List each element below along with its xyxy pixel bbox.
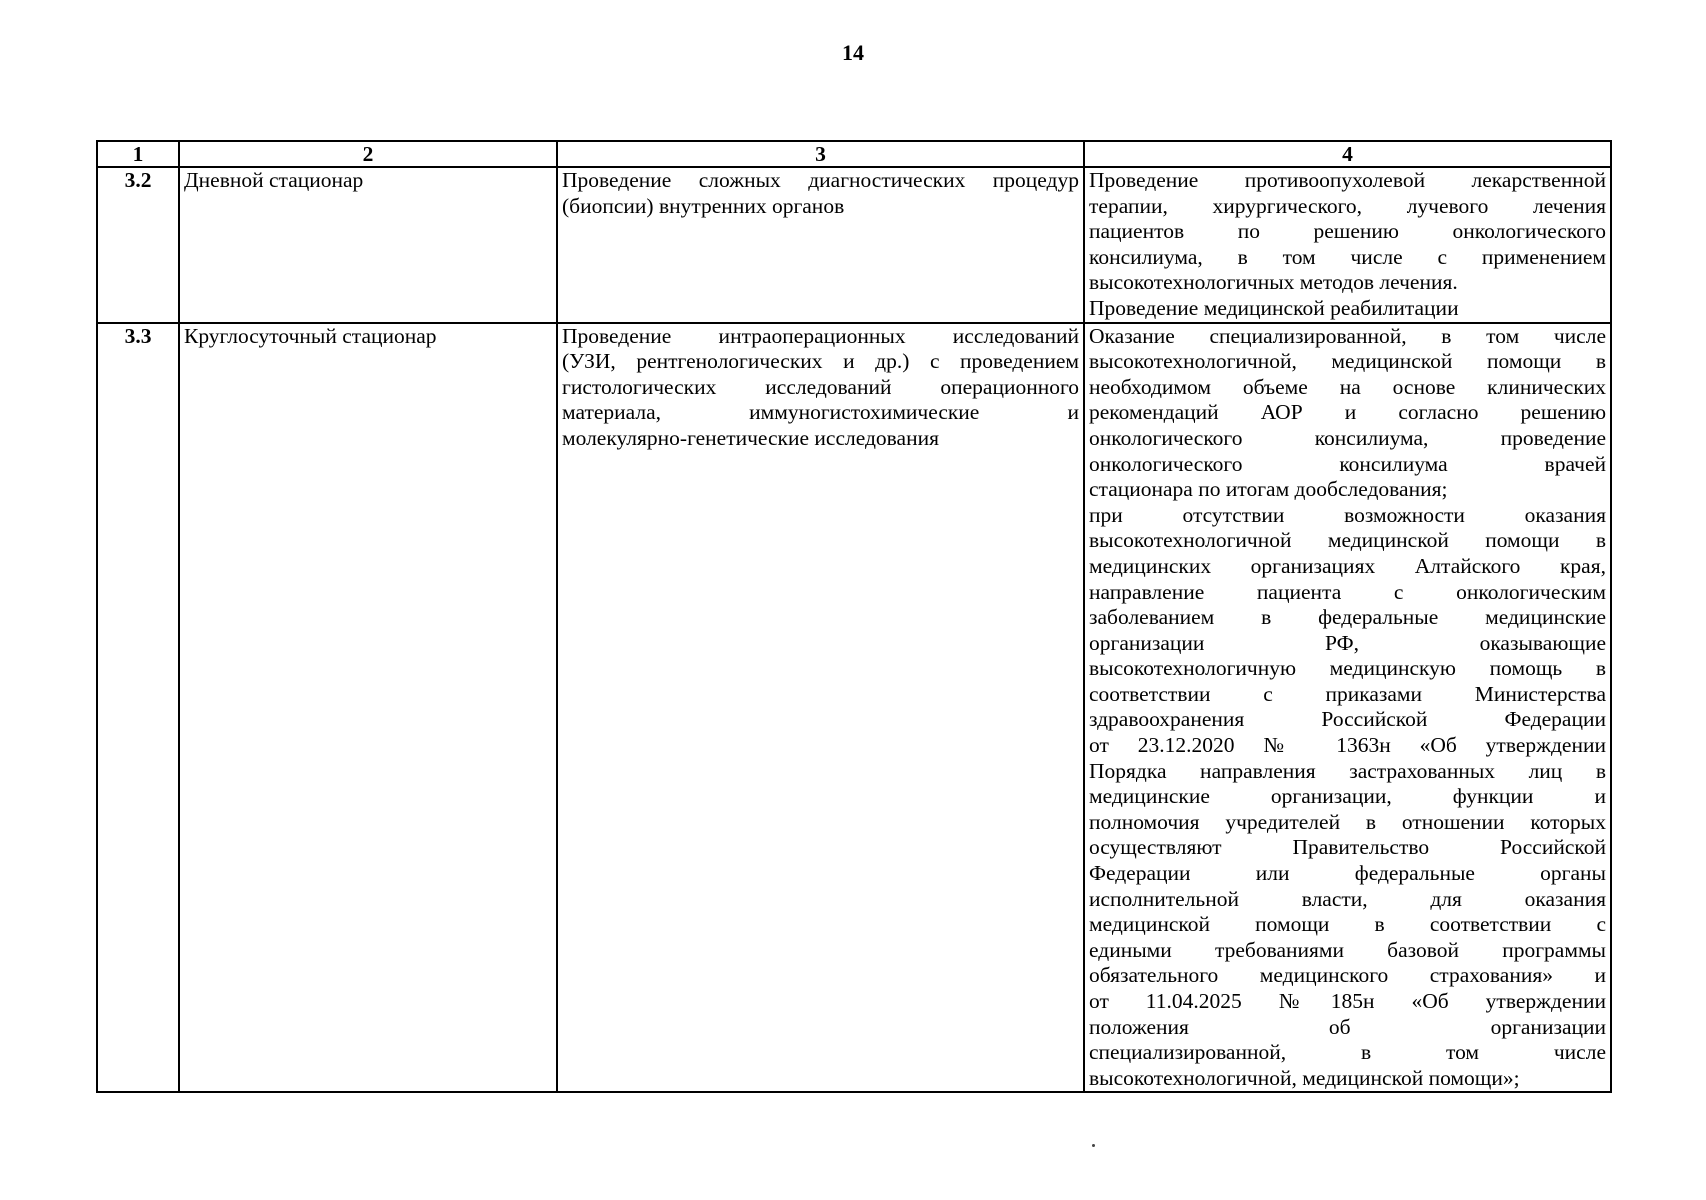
text-line: медицинские организации, функции и bbox=[1089, 784, 1606, 809]
text-line: Порядка направления застрахованных лиц в bbox=[1089, 758, 1606, 783]
row-diagnostics-text bbox=[557, 167, 1084, 323]
document-table bbox=[96, 140, 1612, 1093]
row-treatment-text bbox=[1084, 167, 1611, 323]
text-line: высокотехнологичных методов лечения. bbox=[1089, 270, 1458, 295]
page-number: 14 bbox=[842, 40, 864, 65]
text-line: высокотехнологичной, медицинской помощи»; bbox=[1089, 1065, 1520, 1090]
text-line: от 23.12.2020 № 1363н «Об утверждении bbox=[1089, 733, 1606, 758]
text-line: Федерации или федеральные органы bbox=[1089, 861, 1606, 886]
text-line: (биопсии) внутренних органов bbox=[562, 193, 845, 218]
text-line: высокотехнологичной, медицинской помощи в bbox=[1089, 349, 1606, 374]
row-title: Круглосуточный стационар bbox=[179, 323, 557, 1093]
text-line: осуществляют Правительство Российской bbox=[1089, 835, 1606, 860]
text-line: рекомендаций АОР и согласно решению bbox=[1089, 400, 1606, 425]
text-line: соответствии с приказами Министерства bbox=[1089, 681, 1606, 706]
text-line: стационара по итогам дообследования; bbox=[1089, 477, 1448, 502]
text-line: Проведение сложных диагностических процедур bbox=[562, 168, 1079, 192]
text-line: медицинской помощи в соответствии с bbox=[1089, 912, 1606, 937]
header-cell-2: 2 bbox=[179, 141, 557, 167]
header-cell-4: 4 bbox=[1084, 141, 1611, 167]
text-line: (УЗИ, рентгенологических и др.) с проведением bbox=[562, 349, 1079, 374]
text-line: высокотехнологичной медицинской помощи в bbox=[1089, 528, 1606, 553]
text-line: онкологического консилиума врачей bbox=[1089, 451, 1606, 476]
text-line: полномочия учредителей в отношении которых bbox=[1089, 809, 1606, 834]
text-line: молекулярно-генетические исследования bbox=[562, 425, 939, 450]
text-line: обязательного медицинского страхования» и bbox=[1089, 963, 1606, 988]
text-line: заболеванием в федеральные медицинские bbox=[1089, 605, 1606, 630]
table-row bbox=[97, 167, 1611, 323]
header-cell-1: 1 bbox=[97, 141, 179, 167]
text-line: положения об организации bbox=[1089, 1014, 1606, 1039]
text-line: медицинских организациях Алтайского края, bbox=[1089, 553, 1606, 578]
text-line: онкологического консилиума, проведение bbox=[1089, 425, 1606, 450]
row-treatment-text bbox=[1084, 323, 1611, 1093]
text-line: при отсутствии возможности оказания bbox=[1089, 502, 1606, 527]
row-number: 3.2 bbox=[97, 167, 179, 323]
text-line: направление пациента с онкологическим bbox=[1089, 579, 1606, 604]
text-line: пациентов по решению онкологического bbox=[1089, 219, 1606, 244]
header-cell-3: 3 bbox=[557, 141, 1084, 167]
table-header-row bbox=[97, 141, 1611, 167]
text-line: Проведение интраоперационных исследований bbox=[562, 323, 1079, 348]
text-line: материала, иммуногистохимические и bbox=[562, 400, 1079, 425]
text-line: необходимом объеме на основе клинических bbox=[1089, 374, 1606, 399]
text-line: консилиума, в том числе с применением bbox=[1089, 244, 1606, 269]
text-line: исполнительной власти, для оказания bbox=[1089, 886, 1606, 911]
text-line: терапии, хирургического, лучевого лечения bbox=[1089, 193, 1606, 218]
text-line: от 11.04.2025 №185н «Об утверждении bbox=[1089, 989, 1606, 1013]
text-line: едиными требованиями базовой программы bbox=[1089, 937, 1606, 962]
text-line: гистологических исследований операционного bbox=[562, 374, 1079, 399]
row-title: Дневной стационар bbox=[179, 167, 557, 323]
text-line: высокотехнологичную медицинскую помощь в bbox=[1089, 656, 1606, 681]
row-number: 3.3 bbox=[97, 323, 179, 1093]
text-line: Проведение медицинской реабилитации bbox=[1089, 295, 1459, 320]
scan-dot-mark bbox=[1092, 1144, 1095, 1147]
text-line: Оказание специализированной, в том числе bbox=[1089, 323, 1606, 348]
row-diagnostics-text bbox=[557, 323, 1084, 1093]
text-line: специализированной, в том числе bbox=[1089, 1040, 1606, 1065]
table-row bbox=[97, 323, 1611, 1093]
text-line: организации РФ, оказывающие bbox=[1089, 630, 1606, 655]
text-line: здравоохранения Российской Федерации bbox=[1089, 707, 1606, 732]
text-line: Проведение противоопухолевой лекарственной bbox=[1089, 168, 1606, 192]
